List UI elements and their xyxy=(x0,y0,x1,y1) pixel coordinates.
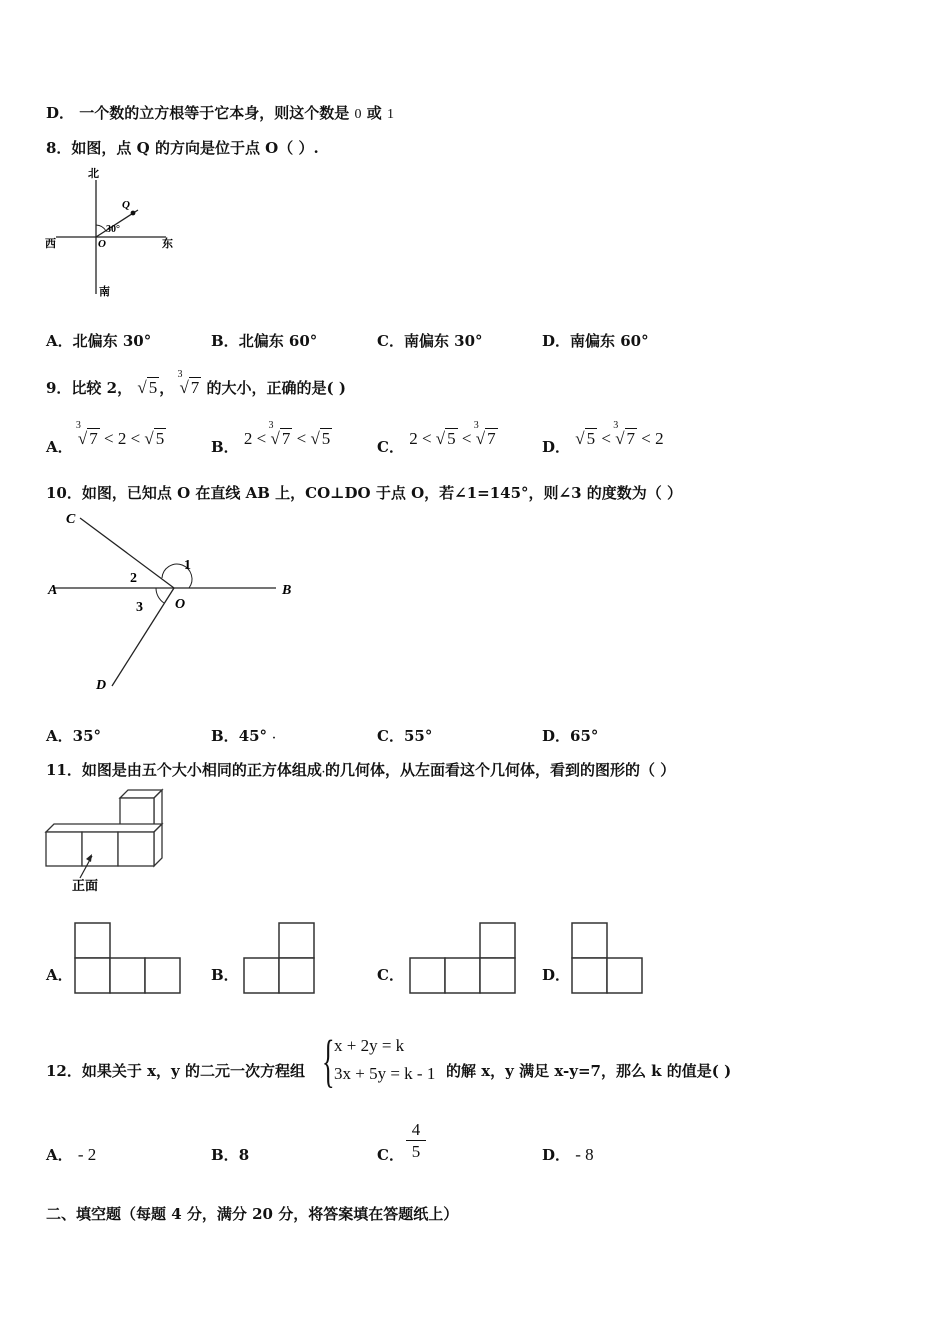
q11-stem-dot: · xyxy=(321,768,326,778)
q9-c-expr: 2 < √ 5 < 3 √ 7 xyxy=(409,420,496,448)
section2-title: 二、填空题（每题 4 分，满分 20 分，将答案填在答题纸上） xyxy=(46,1205,459,1223)
q11-solid-figure xyxy=(44,786,169,896)
q8-angle-arc xyxy=(96,225,106,231)
q8-b-label: B． xyxy=(211,332,239,350)
q10-ray-oc xyxy=(80,518,174,588)
q11-option-a[interactable] xyxy=(46,964,73,985)
q9-stem-post: 的大小，正确的是( ) xyxy=(206,379,346,397)
q11-option-b-view[interactable] xyxy=(243,922,317,996)
q10-label-a: A xyxy=(48,583,58,598)
q11-option-d-view[interactable] xyxy=(571,922,645,996)
q9-a-expr: 3 √ 7 < 2 < √ 5 xyxy=(75,420,165,448)
q8-label-angle: 30° xyxy=(106,224,120,235)
q10-b-text: 45° xyxy=(238,727,268,745)
q12-b-value: 8 xyxy=(238,1146,250,1164)
q12-option-b[interactable] xyxy=(211,1144,249,1165)
q8-d-label: D． xyxy=(542,332,571,350)
q7-d-label: D． xyxy=(46,104,75,122)
q9-option-b[interactable] xyxy=(211,420,332,456)
q12-b-label: B． xyxy=(211,1146,239,1164)
q8-compass-figure xyxy=(44,164,184,300)
q8-label-q: Q xyxy=(122,199,130,211)
q12-option-c[interactable] xyxy=(377,1144,404,1165)
q8-stem: 8．如图，点 Q 的方向是位于点 O（ ）. xyxy=(46,139,319,157)
q10-angle-3-arc xyxy=(156,588,164,603)
q9-option-c[interactable] xyxy=(377,420,498,456)
q9-stem-sqrt5: √ 5 xyxy=(137,378,158,397)
q11-c-label: C． xyxy=(377,966,404,984)
q12-eq2: 3x + 5y = k - 1 xyxy=(334,1064,436,1083)
q9-a-label: A． xyxy=(46,438,73,456)
q10-stem: 10．如图，已知点 O 在直线 AB 上，CO⊥DO 于点 O，若∠1=145°，则∠3 的度数为（ ） xyxy=(46,484,682,502)
q10-label-1: 1 xyxy=(184,558,191,573)
q9-d-expr: √ 5 < 3 √ 7 < 2 xyxy=(575,420,664,448)
q11-option-b[interactable] xyxy=(211,964,239,985)
q8-point-q xyxy=(131,211,136,216)
q9-stem xyxy=(46,369,346,398)
q11-option-c-view[interactable] xyxy=(409,922,519,996)
q12-stem-pre: 12．如果关于 x，y 的二元一次方程组 xyxy=(46,1062,305,1080)
q11-option-c[interactable] xyxy=(377,964,404,985)
q9-b-label: B． xyxy=(211,438,239,456)
q11-a-label: A． xyxy=(46,966,73,984)
q8-option-b[interactable] xyxy=(211,330,317,351)
q8-b-text: 北偏东 60° xyxy=(238,332,318,350)
q9-stem-cbrt7: 3 √ 7 xyxy=(177,369,200,397)
q7-d-n1: 1 xyxy=(386,107,394,122)
q10-d-text: 65° xyxy=(570,727,599,745)
q9-d-label: D． xyxy=(542,438,571,456)
q9-c-label: C． xyxy=(377,438,404,456)
q10-c-label: C． xyxy=(377,727,404,745)
q12-stem-post: 的解 x，y 满足 x-y=7，那么 k 的值是( ) xyxy=(446,1062,732,1080)
q8-label-north: 北 xyxy=(88,168,99,180)
q8-label-o: O xyxy=(98,238,106,250)
q8-c-text: 南偏东 30° xyxy=(403,332,483,350)
q11-option-a-view[interactable] xyxy=(74,922,182,996)
q12-eq1: x + 2y = k xyxy=(334,1036,405,1055)
q12-c-denominator: 5 xyxy=(411,1142,421,1161)
q11-stem-part1: 11．如图是由五个大小相同的正方体组成 xyxy=(46,761,322,779)
q10-b-label: B． xyxy=(211,727,239,745)
q12-d-label: D． xyxy=(542,1146,571,1164)
q10-a-label: A． xyxy=(46,727,73,745)
q10-label-b: B xyxy=(282,583,292,598)
q8-label-south: 南 xyxy=(99,286,110,298)
q10-label-d: D xyxy=(96,678,107,693)
q12-d-value: - 8 xyxy=(575,1145,594,1164)
q9-option-d[interactable] xyxy=(542,420,664,456)
q10-option-b[interactable] xyxy=(211,725,276,746)
q10-a-text: 35° xyxy=(72,727,102,745)
q8-a-text: 北偏东 30° xyxy=(72,332,152,350)
q7-d-or: 或 xyxy=(366,104,382,122)
q10-label-c: C xyxy=(66,512,76,527)
q11-b-label: B． xyxy=(211,966,239,984)
q7-option-d xyxy=(46,102,394,123)
q11-option-d[interactable] xyxy=(542,964,570,985)
q12-a-label: A． xyxy=(46,1146,73,1164)
q12-c-numerator: 4 xyxy=(406,1120,426,1141)
q8-d-text: 南偏东 60° xyxy=(570,332,649,350)
q8-a-label: A． xyxy=(46,332,73,350)
q12-a-value: - 2 xyxy=(77,1145,97,1164)
q10-c-text: 55° xyxy=(403,727,433,745)
q10-option-d[interactable] xyxy=(542,725,598,746)
q11-stem-part2: 的几何体，从左面看这个几何体，看到的图形的（ ） xyxy=(325,761,676,779)
q9-option-a[interactable] xyxy=(46,420,166,456)
q12-c-fraction[interactable] xyxy=(406,1120,426,1163)
q11-front-label: 正面 xyxy=(72,878,99,893)
q10-figure xyxy=(44,508,304,698)
q8-option-c[interactable] xyxy=(377,330,483,351)
q8-label-east: 东 xyxy=(162,238,173,250)
q8-label-west: 西 xyxy=(45,238,56,250)
q12-option-a[interactable] xyxy=(46,1144,96,1165)
q10-ray-od xyxy=(112,588,174,686)
q10-option-c[interactable] xyxy=(377,725,432,746)
q9-stem-pre: 9．比较 2， xyxy=(46,379,133,397)
q10-d-label: D． xyxy=(542,727,571,745)
q8-option-d[interactable] xyxy=(542,330,649,351)
q7-d-n0: 0 xyxy=(354,107,362,122)
q12-c-label: C． xyxy=(377,1146,404,1164)
q10-option-a[interactable] xyxy=(46,725,101,746)
q10-label-3: 3 xyxy=(136,600,143,615)
q8-c-label: C． xyxy=(377,332,404,350)
q7-d-text: 一个数的立方根等于它本身，则这个数是 xyxy=(79,104,350,122)
q11-d-label: D． xyxy=(542,966,571,984)
q9-b-expr: 2 < 3 √ 7 < √ 5 xyxy=(243,420,331,448)
q12-equation-brace: { xyxy=(322,1028,335,1093)
q10-label-o: O xyxy=(175,597,186,612)
q11-stem xyxy=(46,759,675,780)
q8-option-a[interactable] xyxy=(46,330,151,351)
q9-stem-sep: ， xyxy=(159,379,175,397)
q10-stray-dot: · xyxy=(272,733,276,744)
q12-option-d[interactable] xyxy=(542,1144,594,1165)
q10-label-2: 2 xyxy=(130,571,137,586)
